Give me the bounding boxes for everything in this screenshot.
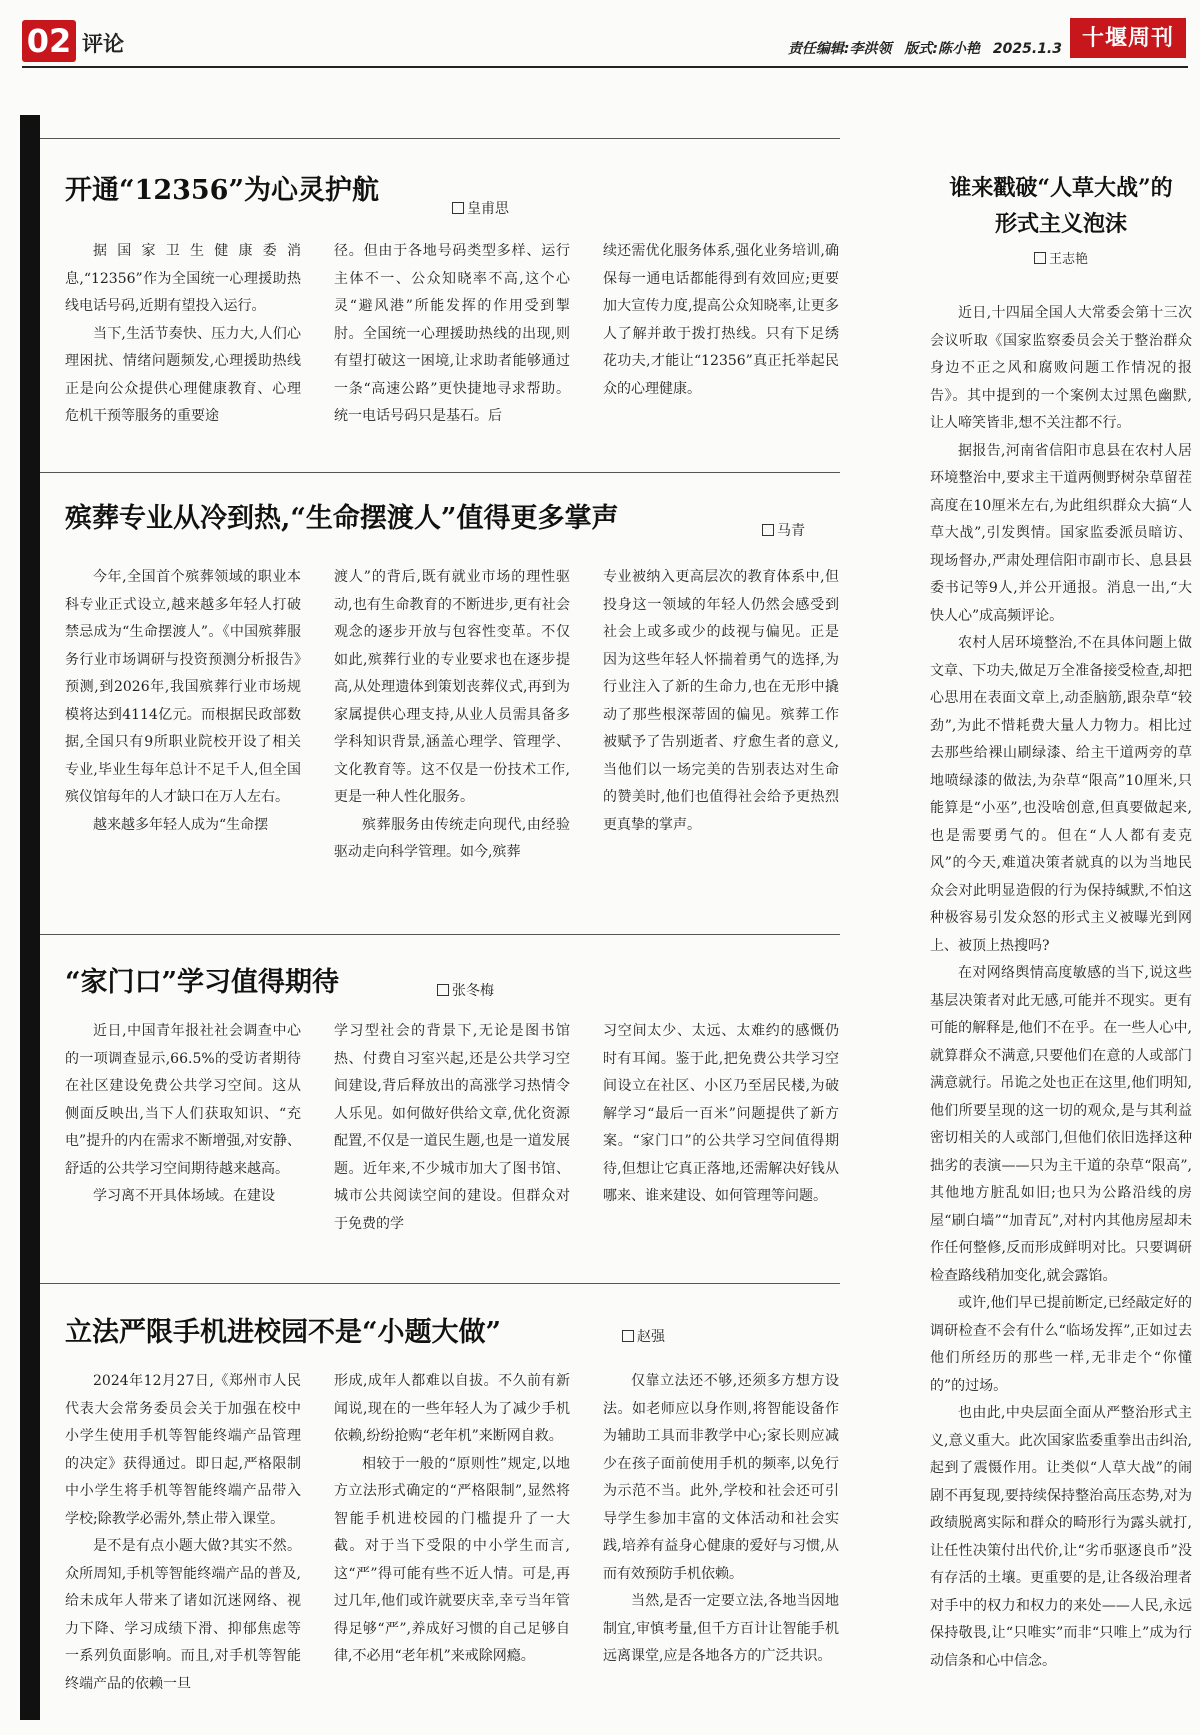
paragraph: 当下,生活节奏快、压力大,人们心理困扰、情绪问题频发,心理援助热线正是向公众提供心理健康教育、心理危机干预等服务的重要途 [65, 325, 301, 424]
article-column [603, 1368, 839, 1698]
section-divider [40, 138, 840, 139]
section-divider [40, 934, 840, 935]
sidebar-headline-line: 形式主义泡沫 [994, 211, 1127, 237]
paragraph: 据报告,河南省信阳市息县在农村人居环境整治中,要求主干道两侧野树杂草留茬高度在10厘米左右,为此组织群众大搞“人草大战”,引发舆情。国家监委派员暗访、现场督办,严肃处理信阳市副市长、息县县委书记等9人,并公开通报。消息一出,“大快人心”成高频评论。 [930, 442, 1192, 624]
article-byline: 张冬梅 [437, 980, 494, 1000]
paragraph: 也由此,中央层面全面从严整治形式主义,意义重大。此次国家监委重拳出击纠治,起到了震慑作用。让类似“人草大战”的闹剧不再复现,要持续保持整治高压态势,对为政绩脱离实际和群众的畸形行为露头就打,让任性决策付出代价,让“劣币驱逐良币”没有存活的土壤。更重要的是,让各级治理者对手中的权力和权力的来处——人民,永远保持敬畏,让“只唯实”而非“只唯上”成为行动信条和心中信念。 [930, 1405, 1192, 1669]
article-column [603, 564, 839, 867]
left-decorative-bar [20, 115, 40, 1720]
article-column [334, 564, 570, 867]
paragraph: 近日,中国青年报社社会调查中心的一项调查显示,66.5%的受访者期待在社区建设免费公共学习空间。这从侧面反映出,当下人们获取知识、“充电”提升的内在需求不断增强,对安静、舒适的公共学习空间期待越来越高。 [65, 1023, 301, 1177]
article-column [65, 1018, 301, 1238]
paragraph: 2024年12月27日,《郑州市人民代表大会常务委员会关于加强在校中小学生使用手机等智能终端产品管理的决定》获得通过。即日起,严格限制中小学生将手机等智能终端产品带入学校;除教学必需外,禁止带入课堂。 [65, 1373, 301, 1527]
section-divider [40, 1283, 840, 1284]
page-number: 02 [22, 20, 76, 62]
article-column [334, 1018, 570, 1238]
sidebar-article [930, 170, 1192, 1669]
paragraph: 殡葬服务由传统走向现代,由经验驱动走向科学管理。如今,殡葬 [334, 816, 570, 860]
article-column [603, 238, 839, 431]
paragraph: 相较于一般的“原则性”规定,以地方立法形式确定的“严格限制”,显然将智能手机进校园的门槛提升了一大截。对于当下受限的中小学生而言,这“严”得可能有些不近人情。可是,再过几年,他们或许就要庆幸,幸亏当年管得足够“严”,养成好习惯的自己足够自律,不必用“老年机”来戒除网瘾。 [334, 1455, 570, 1664]
paragraph: 是不是有点小题大做?其实不然。众所周知,手机等智能终端产品的普及,给未成年人带来了诸如沉迷网络、视力下降、学习成绩下滑、抑郁焦虑等一系列负面影响。而且,对手机等智能终端产品的依赖一旦 [65, 1538, 301, 1692]
article-byline: 马青 [762, 520, 805, 540]
article-body [65, 1018, 840, 1238]
article-column [65, 1368, 301, 1698]
sidebar-headline-line: 谁来戳破“人草大战”的 [949, 175, 1173, 201]
paragraph: 今年,全国首个殡葬领域的职业本科专业正式设立,越来越多年轻人打破禁忌成为“生命摆渡人”。《中国殡葬服务行业市场调研与投资预测分析报告》预测,到2026年,我国殡葬行业市场规模将达到4114亿元。而根据民政部数据,全国只有9所职业院校开设了相关专业,毕业生每年总计不足千人,但全国殡仪馆每年的人才缺口在万人左右。 [65, 569, 301, 805]
article-headline: 开通“12356”为心灵护航 [65, 175, 379, 206]
article-column [334, 1368, 570, 1698]
article-headline: “家门口”学习值得期待 [65, 967, 340, 998]
article-column [65, 564, 301, 867]
paragraph: 学习型社会的背景下,无论是图书馆热、付费自习室兴起,还是公共学习空间建设,背后释放出的高涨学习热情令人乐见。如何做好供给文章,优化资源配置,不仅是一道民生题,也是一道发展题。近年来,不少城市加大了图书馆、城市公共阅读空间的建设。但群众对于免费的学 [334, 1023, 570, 1232]
paragraph: 在对网络舆情高度敏感的当下,说这些基层决策者对此无感,可能并不现实。更有可能的解释是,他们不在乎。在一些人心中,就算群众不满意,只要他们在意的人或部门满意就行。吊诡之处也正在这里,他们明知,他们所要呈现的这一切的观众,是与其利益密切相关的人或部门,但他们依旧选择这种拙劣的表演——只为主干道的杂草“限高”,其他地方脏乱如旧;也只为公路沿线的房屋“刷白墙”“加青瓦”,对村内其他房屋却未作任何整修,反而形成鲜明对比。只要调研检查路线稍加变化,就会露馅。 [930, 965, 1192, 1284]
paragraph: 近日,十四届全国人大常委会第十三次会议听取《国家监察委员会关于整治群众身边不正之风和腐败问题工作情况的报告》。其中提到的一个案例太过黑色幽默,让人啼笑皆非,想不关注都不行。 [930, 305, 1192, 431]
newspaper-masthead: 十堰周刊 [1070, 18, 1186, 58]
article-headline: 殡葬专业从冷到热,“生命摆渡人”值得更多掌声 [65, 503, 619, 534]
article-headline: 立法严限手机进校园不是“小题大做” [65, 1317, 502, 1348]
section-title: 评论 [82, 32, 124, 56]
article-body [65, 564, 840, 867]
paragraph: 形成,成年人都难以自拔。不久前有新闻说,现在的一些年轻人为了减少手机依赖,纷纷抢购“老年机”来断网自救。 [334, 1373, 570, 1444]
article-body [65, 1368, 840, 1698]
article-body [65, 238, 840, 431]
sidebar-body [930, 300, 1192, 1730]
article-byline: 皇甫思 [452, 198, 509, 218]
paragraph: 据国家卫生健康委消息,“12356”作为全国统一心理援助热线电话号码,近期有望投入运行。 [65, 243, 301, 314]
paragraph: 习空间太少、太远、太难约的感慨仍时有耳闻。鉴于此,把免费公共学习空间设立在社区、小区乃至居民楼,为破解学习“最后一百米”问题提供了新方案。“家门口”的公共学习空间值得期待,但想让它真正落地,还需解决好钱从哪来、谁来建设、如何管理等问题。 [603, 1023, 839, 1204]
sidebar-byline: 王志艳 [930, 248, 1192, 267]
paragraph: 径。但由于各地号码类型多样、运行主体不一、公众知晓率不高,这个心灵“避风港”所能发挥的作用受到掣肘。全国统一心理援助热线的出现,则有望打破这一困境,让求助者能够通过一条“高速公路”更快捷地寻求帮助。统一电话号码只是基石。后 [334, 243, 570, 424]
article-column [334, 238, 570, 431]
responsible-editor: 责任编辑:李洪领 [787, 41, 892, 57]
layout-designer: 版式:陈小艳 [904, 41, 981, 57]
paragraph: 学习离不开具体场域。在建设 [93, 1188, 275, 1204]
paragraph: 当然,是否一定要立法,各地当因地制宜,审慎考量,但千方百计让智能手机远离课堂,应是各地各方的广泛共识。 [603, 1593, 839, 1664]
paragraph: 续还需优化服务体系,强化业务培训,确保每一通电话都能得到有效回应;更要加大宣传力度,提高公众知晓率,让更多人了解并敢于拨打热线。只有下足绣花功夫,才能让“12356”真正托举起民众的心理健康。 [603, 243, 839, 397]
article-column [65, 238, 301, 431]
header-rule [22, 66, 1188, 68]
paragraph: 专业被纳入更高层次的教育体系中,但投身这一领域的年轻人仍然会感受到社会上或多或少的歧视与偏见。正是因为这些年轻人怀揣着勇气的选择,为行业注入了新的生命力,也在无形中撬动了那些根深蒂固的偏见。殡葬工作被赋予了告别逝者、疗愈生者的意义,当他们以一场完美的告别表达对生命的赞美时,他们也值得社会给予更热烈更真挚的掌声。 [603, 569, 839, 833]
paragraph: 仅靠立法还不够,还须多方想方设法。如老师应以身作则,将智能设备作为辅助工具而非教学中心;家长则应减少在孩子面前使用手机的频率,以免行为示范不当。此外,学校和社会还可引导学生参加丰富的文体活动和社会实践,培养有益身心健康的爱好与习惯,从而有效预防手机依赖。 [603, 1373, 839, 1582]
sidebar-headline [930, 170, 1192, 242]
paragraph: 渡人”的背后,既有就业市场的理性驱动,也有生命教育的不断进步,更有社会观念的逐步开放与包容性变革。不仅如此,殡葬行业的专业要求也在逐步提高,从处理遗体到策划丧葬仪式,再到为家属提供心理支持,从业人员需具备多学科知识背景,涵盖心理学、管理学、文化教育等。这不仅是一份技术工作,更是一种人性化服务。 [334, 569, 570, 805]
article-byline: 赵强 [622, 1326, 665, 1346]
issue-date: 2025.1.3 [992, 41, 1062, 57]
paragraph: 越来越多年轻人成为“生命摆 [93, 816, 269, 833]
section-divider [40, 472, 840, 473]
paragraph: 农村人居环境整治,不在具体问题上做文章、下功夫,做足万全准备接受检查,却把心思用在表面文章上,动歪脑筋,跟杂草“较劲”,为此不惜耗费大量人力物力。相比过去那些给裸山刷绿漆、给主干道两旁的草地喷绿漆的做法,为杂草“限高”10厘米,只能算是“小巫”,也没啥创意,但真要做起来,也是需要勇气的。但在“人人都有麦克风”的今天,难道决策者就真的以为当地民众会对此明显造假的行为保持缄默,不怕这种极容易引发众怒的形式主义被曝光到网上、被顶上热搜吗? [930, 635, 1192, 954]
editor-credits [780, 38, 1062, 58]
paragraph: 或许,他们早已提前断定,已经敲定好的调研检查不会有什么“临场发挥”,正如过去他们所经历的那些一样,无非走个“你懂的”的过场。 [930, 1295, 1192, 1394]
page-header [0, 0, 1200, 70]
article-column [603, 1018, 839, 1238]
